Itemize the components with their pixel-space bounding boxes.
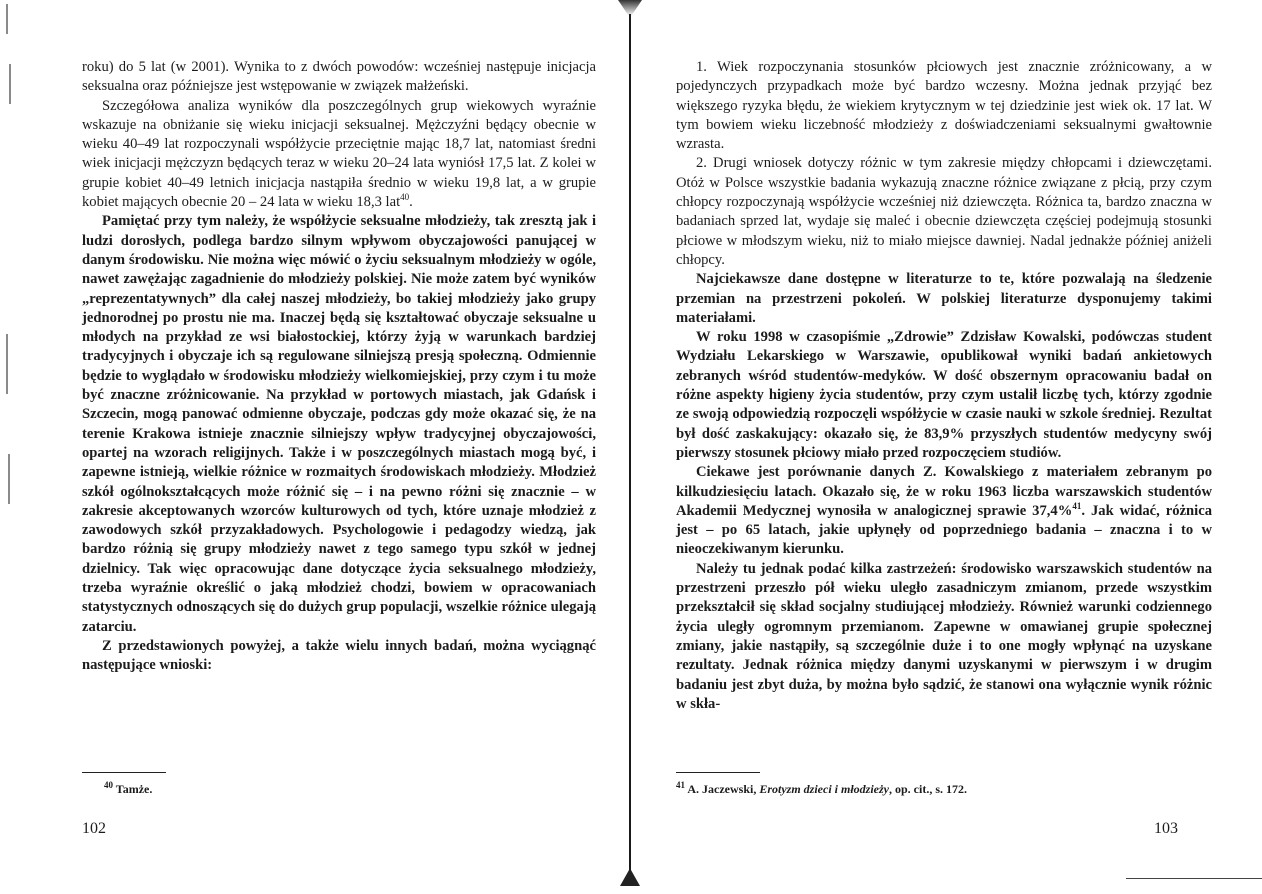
page-number: 102 [82,820,106,837]
right-page [634,0,1262,894]
paragraph: Najciekawsze dane dostępne w literaturze to te, które pozwalają na śledzenie przemian na przestrzeni pokoleń. W polskiej literaturze dysponujemy takimi materiałami. [676,271,1212,326]
paragraph: roku) do 5 lat (w 2001). Wynika to z dwóch powodów: wcześniej następuje inicjacja seksualna oraz późniejsze jest wstępowanie w związek małżeński. [82,59,596,95]
footnote-ref[interactable]: 40 [400,192,410,203]
page-number: 103 [1154,820,1178,837]
footnote: $^{40}$ Tamże. [104,780,153,796]
left-page [0,0,626,894]
footnote: $^{41}$ A. Jaczewski, Erotyzm dzieci i młodzieży, op. cit., s. 172. [676,780,967,796]
footnote-rule [676,772,760,773]
paragraph: Ciekawe jest porównanie danych Z. Kowalskiego z materiałem zebranym po kilkudziesięciu latach. Okazało się, że w roku 1963 liczba warszawskich studentów Akademii Medycznej wynosiła w analogicznej sprawie 37,4%$^{41}$. Jak widać, różnica jest – po 65 latach, jakie upłynęły od poprzedniego badania – znaczna i to w nieoczekiwanym kierunku. [676,464,1212,558]
book-gutter [628,0,632,894]
paragraph: Szczegółowa analiza wyników dla poszczególnych grup wiekowych wyraźnie wskazuje na obniżanie się wieku inicjacji seksualnej. Mężczyźni będący obecnie w wieku 40–49 lat rozpoczynali współżycie przeciętnie mając 18,7 lat, natomiast średni wiek inicjacji mężczyzn będących teraz w wieku 20–24 lata wyniósł 17,5 lat. Z kolei w grupie kobiet 40–49 letnich inicjacja nastąpiła średnio w wieku 19,8 lat, a w grupie kobiet mających obecnie 20 – 24 lata w wieku 18,3 lat$^{40}$. [82,97,596,211]
left-page-body [82,58,596,676]
paragraph: Pamiętać przy tym należy, że współżycie seksualne młodzieży, tak zresztą jak i ludzi dorosłych, podlega bardzo silnym wpływom obyczajowości panującej w danym środowisku. Nie można więc mówić o życiu seksualnym młodzieży w ogóle, nawet zawężając zagadnienie do młodzieży polskiej. Nie może zatem być wyników „reprezentatywnych” dla całej naszej młodzieży, bo takiej młodzieży jako grupy jednorodnej po prostu nie ma. Inaczej będą się kształtować obyczaje seksualne u młodych na przykład ze wsi białostockiej, którzy żyją w warunkach bardziej tradycyjnych i obyczaje ich są regulowane silniejszą presją społeczną. Odmiennie będzie to wyglądało w środowisku młodzieży wielkomiejskiej, przy czym i tu może być znaczne zróżnicowanie. Na przykład w portowych miastach, jak Gdańsk i Szczecin, mogą panować odmienne obyczaje, podczas gdy może okazać się, że na terenie Krakowa istnieje znacznie silniejszy wpływ tradycyjnej obyczajowości, opartej na wzorach religijnych. Także i w poszczególnych miastach mogą być, i zapewne istnieją, wielkie różnice w rozmaitych środowiskach młodzieży. Młodzież szkół ogólnokształcących może różnić się – i na pewno różni się znacznie – w zakresie akceptowanych wzorców kulturowych od tych, które uznaje młodzież z zawodowych szkół przyzakładowych. Psychologowie i pedagodzy wiedzą, jak bardzo różnią się grupy młodzieży nawet z tego samego typu szkół w jednej dzielnicy. Tak więc opracowując dane dotyczące życia seksualnego młodzieży, trzeba wyraźnie określić o jaką młodzież chodzi, bowiem w opracowaniach statystycznych odnoszących się do dużych grup populacji, wszelkie różnice ulegają zatarciu. [82,213,596,635]
paragraph: Z przedstawionych powyżej, a także wielu innych badań, można wyciągnąć następujące wnioski: [82,637,596,674]
paragraph: 1. Wiek rozpoczynania stosunków płciowych jest znacznie zróżnicowany, a w pojedynczych przypadkach może być bardzo wczesny. Można jednak przyjąć bez większego ryzyka błędu, że wiekiem krytycznym w tej dziedzinie jest wiek ok. 17 lat. W tym bowiem wieku liczebność młodzieży z doświadczeniami seksualnymi gwałtownie wzrasta. [676,59,1212,153]
footnote-ref[interactable]: 41 [1072,500,1082,511]
scan-bottom-line [1126,878,1262,879]
right-page-body [676,58,1212,714]
paragraph: 2. Drugi wniosek dotyczy różnic w tym zakresie między chłopcami i dziewczętami. Otóż w Polsce wszystkie badania wykazują znaczne różnice związane z płcią, przy czym chłopcy rozpoczynają współżycie wcześniej niż dziewczęta. Różnica ta, bardzo znaczna w badaniach sprzed lat, wydaje się maleć i obecnie dziewczęta częściej podejmują stosunki płciowe w młodszym wieku, niż to miało miejsce dawniej. Nadal jednakże później aniżeli chłopcy. [676,155,1212,268]
paragraph: Należy tu jednak podać kilka zastrzeżeń: środowisko warszawskich studentów na przestrzeni przeszło pół wieku uległo zasadniczym zmianom, przede wszystkim przekształcił się skład socjalny studiującej młodzieży. Również warunki codziennego życia uległy ogromnym przemianom. Zapewne w omawianej grupie społecznej zmiany, jakie nastąpiły, są szczególnie duże i to one mogły wpłynąć na uzyskane rezultaty. Jednak różnica między danymi uzyskanymi w pierwszym i w drugim badaniu jest zbyt duża, by można było sądzić, że stanowi ona wyłącznie wynik różnic w skła- [676,560,1212,712]
footnote-rule [82,772,166,773]
paragraph: W roku 1998 w czasopiśmie „Zdrowie” Zdzisław Kowalski, podówczas student Wydziału Lekarskiego w Warszawie, opublikował wyniki badań ankietowych zebranych wśród studentów-medyków. W dość obszernym opracowaniu badał on różne aspekty higieny życia studentów, przy czym ustalił liczbę tych, którzy zgodnie ze swoją odpowiedzią rozpoczęli współżycie w czasie nauki w szkole średniej. Rezultat był dość zaskakujący: okazało się, że 83,9% przyszłych studentów medycyny swój pierwszy stosunek płciowy miało przed rozpoczęciem studiów. [676,329,1212,461]
